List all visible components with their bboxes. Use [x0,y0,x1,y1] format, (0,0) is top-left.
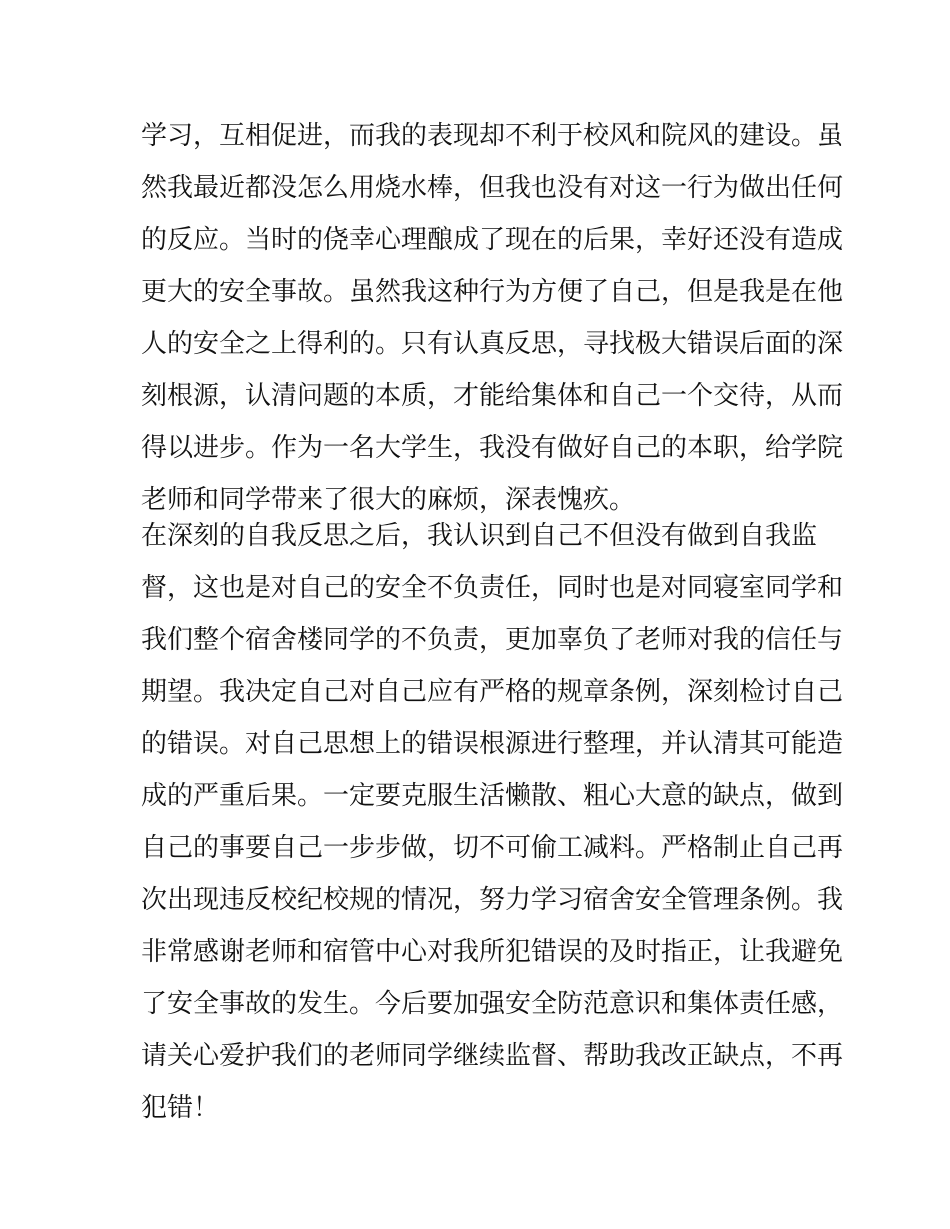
text-line: 期望。我决定自己对自己应有严格的规章条例，深刻检讨自己 [141,677,844,707]
text-line: 在深刻的自我反思之后，我认识到自己不但没有做到自我监 [141,521,818,551]
text-line: 的错误。对自己思想上的错误根源进行整理，并认清其可能造 [141,729,844,759]
text-line: 了安全事故的发生。今后要加强安全防范意识和集体责任感， [141,989,844,1019]
text-line: 更大的安全事故。虽然我这种行为方便了自己，但是我是在他 [141,277,844,307]
text-line: 老师和同学带来了很大的麻烦，深表愧疚。 [141,485,636,515]
text-line: 非常感谢老师和宿管中心对我所犯错误的及时指正，让我避免 [141,937,844,967]
text-line: 人的安全之上得利的。只有认真反思，寻找极大错误后面的深 [141,329,844,359]
text-line: 学习，互相促进，而我的表现却不利于校风和院风的建设。虽 [141,121,844,151]
text-line: 刻根源，认清问题的本质，才能给集体和自己一个交待，从而 [141,381,844,411]
text-line: 自己的事要自己一步步做，切不可偷工减料。严格制止自己再 [141,833,844,863]
text-line: 的反应。当时的侥幸心理酿成了现在的后果，幸好还没有造成 [141,225,844,255]
paragraph-1 [141,110,844,526]
text-line: 犯错！ [141,1093,220,1123]
text-line: 我们整个宿舍楼同学的不负责，更加辜负了老师对我的信任与 [141,625,844,655]
paragraph-2 [141,510,844,1134]
text-line: 然我最近都没怎么用烧水棒，但我也没有对这一行为做出任何 [141,173,844,203]
text-line: 请关心爱护我们的老师同学继续监督、帮助我改正缺点，不再 [141,1041,844,1071]
text-line: 得以进步。作为一名大学生，我没有做好自己的本职，给学院 [141,433,844,463]
text-line: 督，这也是对自己的安全不负责任，同时也是对同寝室同学和 [141,573,844,603]
text-line: 成的严重后果。一定要克服生活懒散、粗心大意的缺点，做到 [141,781,844,811]
text-line: 次出现违反校纪校规的情况，努力学习宿舍安全管理条例。我 [141,885,844,915]
